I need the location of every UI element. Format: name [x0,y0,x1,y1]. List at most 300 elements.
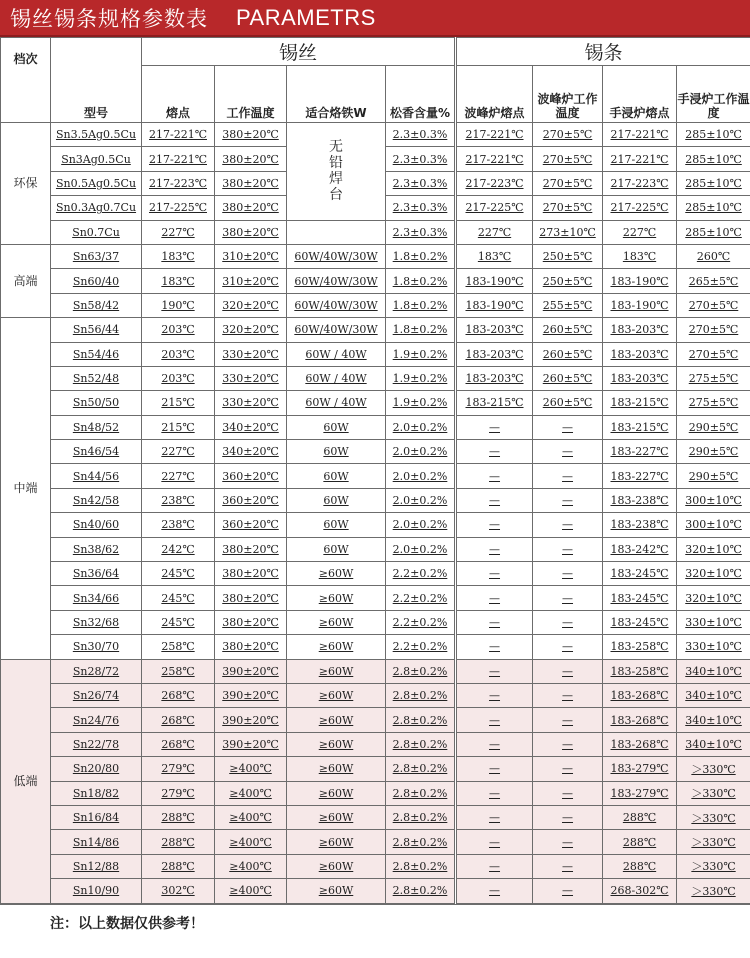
table-cell: 217-223℃ [603,171,677,195]
table-cell: 320±20℃ [215,318,287,342]
table-cell: 2.2±0.2% [386,635,456,659]
table-cell: 183-238℃ [603,488,677,512]
model-cell: Sn30/70 [51,635,142,659]
table-cell: ≥400℃ [215,879,287,903]
table-cell: 2.2±0.2% [386,586,456,610]
model-cell: Sn10/90 [51,879,142,903]
table-cell: 260±5℃ [533,318,603,342]
table-cell: 183-190℃ [456,293,533,317]
table-row [1,269,750,293]
table-cell: 2.8±0.2% [386,781,456,805]
table-cell: 183-203℃ [603,366,677,390]
table-cell: 183-227℃ [603,464,677,488]
table-cell: 60W / 40W [287,391,386,415]
table-row [1,708,750,732]
table-row [1,732,750,756]
model-cell: Sn14/86 [51,830,142,854]
table-cell: — [456,488,533,512]
table-cell: 217-225℃ [456,196,533,220]
table-cell: 183-268℃ [603,732,677,756]
table-cell: 217-223℃ [142,171,215,195]
table-cell: 268-302℃ [603,879,677,903]
model-cell: Sn56/44 [51,318,142,342]
table-cell: 1.8±0.2% [386,244,456,268]
model-cell: Sn44/56 [51,464,142,488]
table-cell: — [456,781,533,805]
table-cell: 60W [287,440,386,464]
model-cell: Sn18/82 [51,781,142,805]
table-cell [287,220,386,244]
table-cell: 183-238℃ [603,513,677,537]
model-cell: Sn34/66 [51,586,142,610]
table-cell: 215℃ [142,391,215,415]
table-row [1,220,750,244]
table-cell: ＞330℃ [677,830,750,854]
table-cell: 2.0±0.2% [386,488,456,512]
table-cell: 183-190℃ [603,293,677,317]
table-cell: 203℃ [142,318,215,342]
model-cell: Sn32/68 [51,610,142,634]
table-cell: — [533,488,603,512]
model-cell: Sn58/42 [51,293,142,317]
wire-group-header: 锡丝 [142,38,456,66]
table-row [1,440,750,464]
table-row [1,757,750,781]
table-cell: — [533,464,603,488]
table-cell: 288℃ [142,854,215,878]
table-cell: 320±10℃ [677,586,750,610]
table-cell: 60W / 40W [287,342,386,366]
table-cell: ≥60W [287,805,386,829]
table-row [1,586,750,610]
table-row [1,854,750,878]
col-header: 熔点 [142,66,215,123]
grade-header: 档次 [1,38,51,123]
table-cell: 217-221℃ [456,123,533,147]
table-cell: — [533,586,603,610]
table-cell: 60W/40W/30W [287,293,386,317]
model-cell: Sn0.5Ag0.5Cu [51,171,142,195]
table-cell: — [533,757,603,781]
table-cell: ≥60W [287,830,386,854]
table-cell: 238℃ [142,513,215,537]
table-cell: 268℃ [142,732,215,756]
table-cell: — [456,464,533,488]
table-cell: 183-258℃ [603,659,677,683]
table-cell: 2.0±0.2% [386,537,456,561]
table-cell: — [533,854,603,878]
col-header: 波峰炉熔点 [456,66,533,123]
table-cell: 260℃ [677,244,750,268]
table-cell: ≥400℃ [215,830,287,854]
table-cell: 360±20℃ [215,488,287,512]
table-cell: 183-215℃ [603,391,677,415]
model-cell: Sn36/64 [51,562,142,586]
table-cell: 183-227℃ [603,440,677,464]
table-cell: ≥400℃ [215,757,287,781]
table-cell: — [456,610,533,634]
table-cell: 2.8±0.2% [386,830,456,854]
bar-group-header: 锡条 [456,38,750,66]
table-cell: 260±5℃ [533,391,603,415]
table-cell: 290±5℃ [677,464,750,488]
table-cell: 60W/40W/30W [287,244,386,268]
table-cell: 380±20℃ [215,537,287,561]
table-cell: 2.2±0.2% [386,610,456,634]
table-cell: 300±10℃ [677,513,750,537]
table-cell: 183-279℃ [603,757,677,781]
table-cell: — [533,805,603,829]
table-cell: 183-203℃ [456,366,533,390]
model-cell: Sn20/80 [51,757,142,781]
tier-label: 环保 [1,123,51,245]
table-cell: 227℃ [456,220,533,244]
table-cell: ≥60W [287,635,386,659]
table-cell: 270±5℃ [533,147,603,171]
table-cell: ≥60W [287,659,386,683]
table-cell: — [456,415,533,439]
table-cell: 288℃ [603,830,677,854]
table-cell: 60W [287,537,386,561]
table-cell: — [533,830,603,854]
table-cell: 245℃ [142,610,215,634]
table-row [1,562,750,586]
table-row [1,464,750,488]
table-cell: 1.9±0.2% [386,391,456,415]
table-cell: ≥60W [287,781,386,805]
tier-label: 低端 [1,659,51,903]
table-cell: 183℃ [603,244,677,268]
table-cell: 268℃ [142,708,215,732]
table-cell: 60W / 40W [287,366,386,390]
table-cell: 270±5℃ [533,123,603,147]
table-cell: — [456,537,533,561]
table-cell: — [456,635,533,659]
table-cell: — [533,683,603,707]
table-cell: 2.8±0.2% [386,879,456,903]
table-row [1,537,750,561]
table-row [1,879,750,903]
table-cell: 190℃ [142,293,215,317]
table-cell: 183-242℃ [603,537,677,561]
table-cell: 330±20℃ [215,366,287,390]
lead-free-station-cell: 无铅焊台 [287,123,386,221]
model-cell: Sn63/37 [51,244,142,268]
table-cell: ≥60W [287,610,386,634]
table-cell: 310±20℃ [215,269,287,293]
table-cell: ＞330℃ [677,879,750,903]
table-cell: 183-203℃ [456,342,533,366]
table-cell: — [533,562,603,586]
table-cell: 2.2±0.2% [386,562,456,586]
model-cell: Sn22/78 [51,732,142,756]
model-cell: Sn52/48 [51,366,142,390]
model-cell: Sn42/58 [51,488,142,512]
table-cell: 2.8±0.2% [386,805,456,829]
table-cell: — [456,683,533,707]
table-cell: 380±20℃ [215,562,287,586]
table-cell: ≥400℃ [215,854,287,878]
model-cell: Sn28/72 [51,659,142,683]
table-cell: 273±10℃ [533,220,603,244]
model-cell: Sn38/62 [51,537,142,561]
table-cell: 390±20℃ [215,683,287,707]
table-cell: — [456,513,533,537]
table-cell: 245℃ [142,586,215,610]
table-cell: 270±5℃ [677,342,750,366]
model-cell: Sn40/60 [51,513,142,537]
model-cell: Sn0.7Cu [51,220,142,244]
table-cell: ≥60W [287,683,386,707]
table-cell: 183℃ [142,269,215,293]
parameter-table [0,37,750,904]
table-cell: 300±10℃ [677,488,750,512]
footnote: 注：以上数据仅供参考！ [0,904,750,942]
model-cell: Sn48/52 [51,415,142,439]
table-cell: 380±20℃ [215,171,287,195]
table-cell: — [456,757,533,781]
table-cell: 2.8±0.2% [386,732,456,756]
table-cell: 285±10℃ [677,147,750,171]
table-cell: 340±20℃ [215,440,287,464]
table-cell: 380±20℃ [215,196,287,220]
table-cell: — [533,732,603,756]
table-cell: 183℃ [456,244,533,268]
table-cell: 60W [287,488,386,512]
table-cell: — [456,586,533,610]
table-cell: 183-203℃ [456,318,533,342]
table-cell: 340±10℃ [677,683,750,707]
col-header: 手浸炉工作温度 [677,66,750,123]
table-row [1,415,750,439]
table-cell: 183-268℃ [603,708,677,732]
table-cell: 217-221℃ [603,123,677,147]
table-cell: 265±5℃ [677,269,750,293]
table-cell: 183-203℃ [603,318,677,342]
title-banner [0,0,750,37]
table-cell: ≥60W [287,732,386,756]
model-cell: Sn26/74 [51,683,142,707]
table-cell: 203℃ [142,342,215,366]
table-cell: 290±5℃ [677,415,750,439]
table-cell: 183-258℃ [603,635,677,659]
table-cell: 330±20℃ [215,342,287,366]
col-header: 松香含量% [386,66,456,123]
table-cell: 2.8±0.2% [386,683,456,707]
table-cell: 2.0±0.2% [386,464,456,488]
table-cell: ＞330℃ [677,757,750,781]
table-cell: 288℃ [142,830,215,854]
table-cell: 275±5℃ [677,366,750,390]
table-cell: ＞330℃ [677,805,750,829]
table-cell: 320±10℃ [677,537,750,561]
table-cell: ＞330℃ [677,854,750,878]
table-row [1,635,750,659]
col-header: 适合烙铁W [287,66,386,123]
table-cell: 2.8±0.2% [386,659,456,683]
table-row [1,366,750,390]
table-cell: ≥60W [287,708,386,732]
table-cell: 340±10℃ [677,732,750,756]
table-cell: — [533,659,603,683]
table-cell: 1.8±0.2% [386,269,456,293]
table-cell: 302℃ [142,879,215,903]
table-cell: 2.0±0.2% [386,415,456,439]
table-cell: 183-190℃ [603,269,677,293]
table-row [1,318,750,342]
table-cell: 217-221℃ [456,147,533,171]
table-cell: ≥60W [287,854,386,878]
col-header: 波峰炉工作温度 [533,66,603,123]
table-cell: ≥60W [287,562,386,586]
table-cell: — [533,415,603,439]
table-cell: 60W [287,464,386,488]
table-cell: 340±20℃ [215,415,287,439]
title-en: PARAMETRS [236,4,376,30]
table-cell: 183-203℃ [603,342,677,366]
table-cell: 279℃ [142,781,215,805]
table-row [1,342,750,366]
table-cell: 242℃ [142,537,215,561]
model-header: 型号 [51,38,142,123]
table-cell: 183-190℃ [456,269,533,293]
table-row [1,659,750,683]
table-cell: 380±20℃ [215,635,287,659]
table-row [1,391,750,415]
table-cell: 250±5℃ [533,244,603,268]
table-cell: 310±20℃ [215,244,287,268]
table-cell: 183℃ [142,244,215,268]
table-cell: 227℃ [603,220,677,244]
table-cell: — [533,537,603,561]
table-cell: 330±10℃ [677,610,750,634]
table-cell: 60W/40W/30W [287,269,386,293]
table-row [1,244,750,268]
table-row [1,610,750,634]
table-cell: 360±20℃ [215,464,287,488]
col-header: 工作温度 [215,66,287,123]
table-cell: 258℃ [142,635,215,659]
table-cell: 380±20℃ [215,586,287,610]
col-header: 手浸炉熔点 [603,66,677,123]
table-cell: 288℃ [603,854,677,878]
table-cell: 2.3±0.3% [386,196,456,220]
table-cell: 268℃ [142,683,215,707]
table-cell: 285±10℃ [677,220,750,244]
table-cell: 1.9±0.2% [386,342,456,366]
model-cell: Sn50/50 [51,391,142,415]
table-cell: 320±20℃ [215,293,287,317]
table-cell: 270±5℃ [533,196,603,220]
table-row [1,781,750,805]
table-cell: 250±5℃ [533,269,603,293]
table-cell: — [456,562,533,586]
table-cell: ≥60W [287,879,386,903]
table-cell: — [456,805,533,829]
table-cell: 227℃ [142,464,215,488]
table-cell: — [533,708,603,732]
table-row [1,123,750,147]
table-cell: — [456,854,533,878]
table-cell: 183-279℃ [603,781,677,805]
tier-label: 中端 [1,318,51,659]
table-cell: 258℃ [142,659,215,683]
table-cell: 380±20℃ [215,220,287,244]
table-cell: — [533,440,603,464]
table-cell: 2.0±0.2% [386,513,456,537]
model-cell: Sn3.5Ag0.5Cu [51,123,142,147]
table-row [1,293,750,317]
table-cell: 183-215℃ [456,391,533,415]
model-cell: Sn54/46 [51,342,142,366]
table-cell: 227℃ [142,220,215,244]
table-cell: 60W [287,513,386,537]
table-cell: — [456,732,533,756]
table-cell: 1.9±0.2% [386,366,456,390]
table-row [1,488,750,512]
model-cell: Sn46/54 [51,440,142,464]
table-cell: 245℃ [142,562,215,586]
table-cell: 275±5℃ [677,391,750,415]
table-cell: 285±10℃ [677,171,750,195]
table-cell: ＞330℃ [677,781,750,805]
table-cell: 380±20℃ [215,610,287,634]
table-cell: — [456,440,533,464]
table-cell: 1.8±0.2% [386,318,456,342]
table-cell: 183-215℃ [603,415,677,439]
table-cell: 2.8±0.2% [386,854,456,878]
table-cell: 285±10℃ [677,196,750,220]
table-cell: 279℃ [142,757,215,781]
model-cell: Sn3Ag0.5Cu [51,147,142,171]
table-cell: 320±10℃ [677,562,750,586]
model-cell: Sn24/76 [51,708,142,732]
table-row [1,805,750,829]
table-cell: 270±5℃ [533,171,603,195]
table-cell: 2.8±0.2% [386,708,456,732]
table-cell: 183-245℃ [603,562,677,586]
model-cell: Sn12/88 [51,854,142,878]
table-cell: 330±10℃ [677,635,750,659]
table-cell: 360±20℃ [215,513,287,537]
table-cell: 238℃ [142,488,215,512]
table-cell: 217-221℃ [142,123,215,147]
table-cell: 290±5℃ [677,440,750,464]
model-cell: Sn0.3Ag0.7Cu [51,196,142,220]
table-cell: 340±10℃ [677,708,750,732]
table-cell: 288℃ [603,805,677,829]
table-cell: 60W [287,415,386,439]
table-cell: ≥60W [287,586,386,610]
table-cell: 255±5℃ [533,293,603,317]
table-cell: 183-245℃ [603,610,677,634]
table-cell: — [456,659,533,683]
table-cell: 340±10℃ [677,659,750,683]
table-cell: 270±5℃ [677,293,750,317]
table-cell: — [533,610,603,634]
table-cell: — [533,635,603,659]
tier-label: 高端 [1,244,51,317]
table-cell: 217-225℃ [142,196,215,220]
table-cell: — [456,708,533,732]
table-cell: 390±20℃ [215,708,287,732]
table-cell: ≥60W [287,757,386,781]
table-cell: — [456,830,533,854]
table-body [1,123,750,904]
table-cell: 2.3±0.3% [386,147,456,171]
table-cell: ≥400℃ [215,805,287,829]
title-cn: 锡丝锡条规格参数表 [10,6,208,31]
